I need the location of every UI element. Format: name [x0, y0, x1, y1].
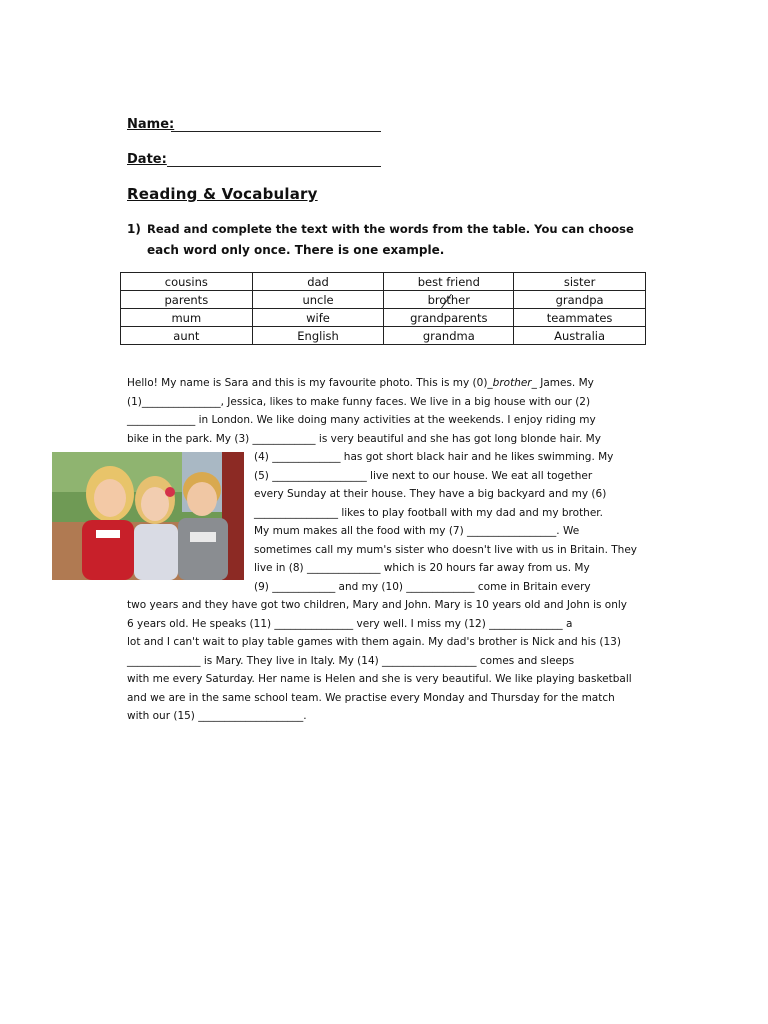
passage-line: 6 years old. He speaks (11) _______________ very well. I miss my (12) ______________ a	[127, 618, 573, 630]
example-answer: brother	[492, 377, 532, 389]
table-cell-used-example	[384, 291, 514, 309]
table-cell: uncle	[252, 291, 384, 309]
table-cell: grandparents	[384, 309, 514, 327]
date-field[interactable]	[167, 152, 381, 167]
instruction-line-2: each word only once. There is one example.	[147, 243, 445, 257]
passage-line: two years and they have got two children, Mary and John. Mary is 10 years old and John is only	[127, 599, 628, 611]
instruction	[127, 219, 634, 263]
passage-line: (1)_______________, Jessica, likes to make funny faces. We live in a big house with our (2)	[127, 396, 591, 408]
table-cell: dad	[252, 273, 384, 291]
table-cell: teammates	[514, 309, 646, 327]
children-photo	[52, 452, 244, 580]
table-cell: mum	[121, 309, 253, 327]
date-label: Date:	[127, 152, 167, 167]
table-cell: wife	[252, 309, 384, 327]
passage-line: Hello! My name is Sara and this is my favourite photo. This is my (0)_brother_ James. My	[127, 377, 594, 389]
table-cell: parents	[121, 291, 253, 309]
table-row	[121, 291, 646, 309]
table-cell: grandpa	[514, 291, 646, 309]
table-cell: sister	[514, 273, 646, 291]
passage-line: lot and I can't wait to play table games with them again. My dad's brother is Nick and his (13)	[127, 636, 621, 648]
passage-line: live in (8) ______________ which is 20 hours far away from us. My	[254, 562, 590, 574]
struck-word: brother	[427, 292, 470, 307]
passage-line: with our (15) ____________________.	[127, 710, 307, 722]
passage-line: _____________ in London. We like doing many activities at the weekends. I enjoy riding my	[127, 414, 596, 426]
table-row	[121, 309, 646, 327]
table-cell: cousins	[121, 273, 253, 291]
passage-line: every Sunday at their house. They have a big backyard and my (6)	[254, 488, 607, 500]
section-heading: Reading & Vocabulary	[127, 185, 318, 203]
word-table	[120, 272, 646, 345]
passage-line: bike in the park. My (3) ____________ is very beautiful and she has got long blonde hair. My	[127, 433, 601, 445]
passage-line: ________________ likes to play football with my dad and my brother.	[254, 507, 603, 519]
passage-line: My mum makes all the food with my (7) _________________. We	[254, 525, 580, 537]
passage-line: (4) _____________ has got short black hair and he likes swimming. My	[254, 451, 614, 463]
passage-line: and we are in the same school team. We practise every Monday and Thursday for the match	[127, 692, 615, 704]
table-row	[121, 327, 646, 345]
passage-line: with me every Saturday. Her name is Helen and she is very beautiful. We like playing basketball	[127, 673, 632, 685]
instruction-number: 1)	[127, 222, 141, 236]
table-cell: Australia	[514, 327, 646, 345]
table-cell: aunt	[121, 327, 253, 345]
passage-line: (9) ____________ and my (10) _____________ come in Britain every	[254, 581, 591, 593]
passage-line: ______________ is Mary. They live in Italy. My (14) __________________ comes and sleeps	[127, 655, 575, 667]
table-cell: best friend	[384, 273, 514, 291]
instruction-line-1: Read and complete the text with the words from the table. You can choose	[147, 222, 634, 236]
passage-line: sometimes call my mum's sister who doesn't live with us in Britain. They	[254, 544, 637, 556]
table-cell: grandma	[384, 327, 514, 345]
table-row	[121, 273, 646, 291]
name-field[interactable]	[171, 117, 381, 132]
table-cell: English	[252, 327, 384, 345]
passage-line: (5) __________________ live next to our house. We eat all together	[254, 470, 593, 482]
name-label: Name:	[127, 117, 175, 132]
